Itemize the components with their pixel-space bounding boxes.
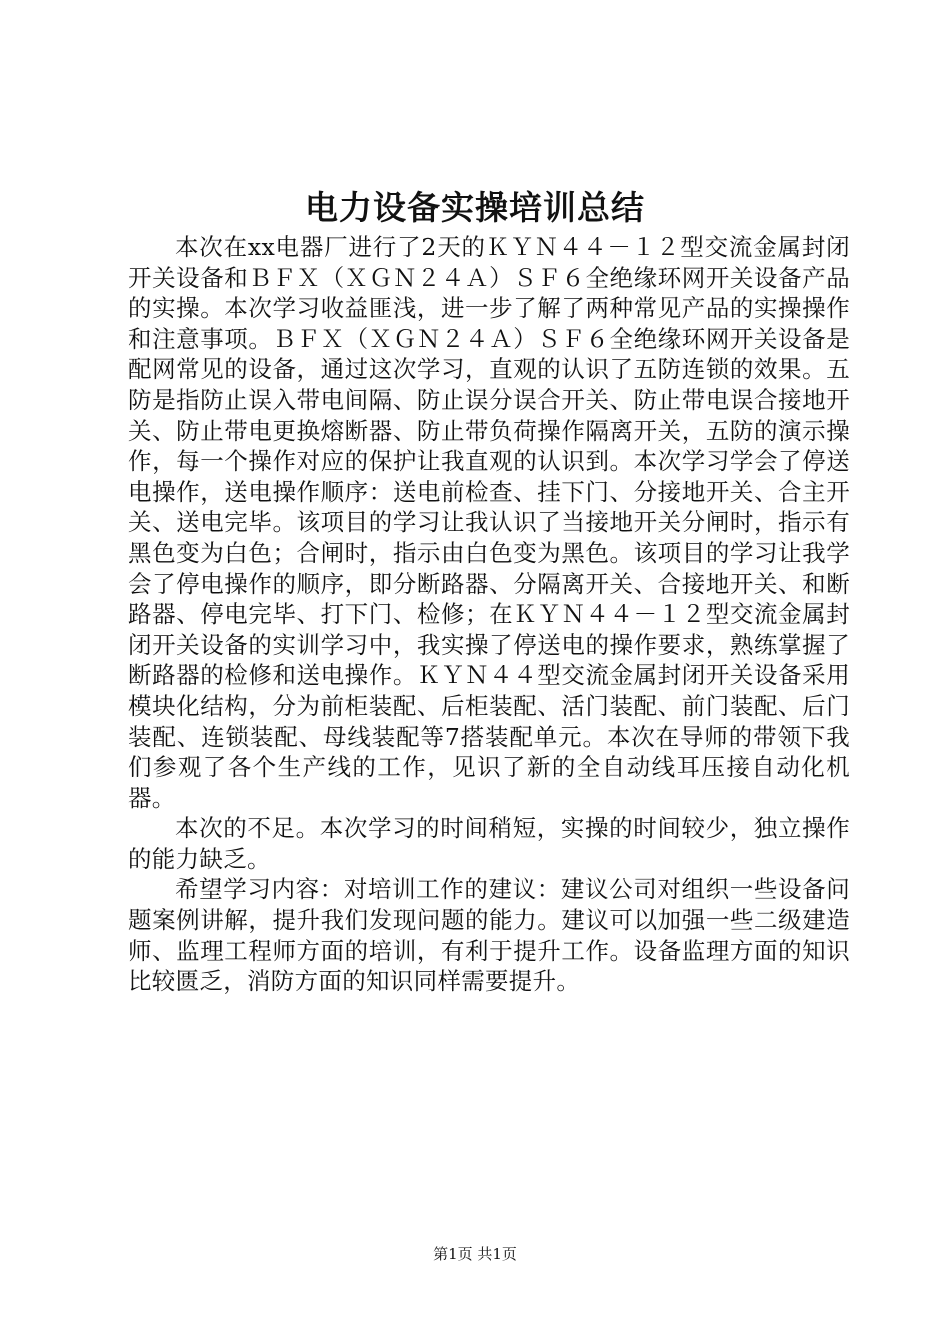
paragraph-experience: 本次在xx电器厂进行了2天的ＫＹＮ４４－１２型交流金属封闭开关设备和ＢＦＸ（ＸＧＮ２４Ａ）ＳＦ６全绝缘环网开关设备产品的实操。本次学习收益匪浅，进一步了解了两种常见产品的实操操作和注意事项。ＢＦＸ（ＸＧＮ２４Ａ）ＳＦ６全绝缘环网开关设备是配网常见的设备，通过这次学习，直观的认识了五防连锁的效果。五防是指防止误入带电间隔、防止误分误合开关、防止带电误合接地开关、防止带电更换熔断器、防止带负荷操作隔离开关，五防的演示操作，每一个操作对应的保护让我直观的认识到。本次学习学会了停送电操作，送电操作顺序：送电前检查、挂下门、分接地开关、合主开关、送电完毕。该项目的学习让我认识了当接地开关分闸时，指示有黑色变为白色；合闸时，指示由白色变为黑色。该项目的学习让我学会了停电操作的顺序，即分断路器、分隔离开关、合接地开关、和断路器、停电完毕、打下门、检修；在ＫＹＮ４４－１２型交流金属封闭开关设备的实训学习中，我实操了停送电的操作要求，熟练掌握了断路器的检修和送电操作。ＫＹＮ４４型交流金属封闭开关设备采用模块化结构，分为前柜装配、后柜装配、活门装配、前门装配、后门装配、连锁装配、母线装配等7搭装配单元。本次在导师的带领下我们参观了各个生产线的工作，见识了新的全自动线耳压接自动化机器。 bbox=[128, 233, 850, 812]
page-footer: 第1页 共1页 bbox=[433, 1245, 517, 1263]
document-body bbox=[128, 232, 850, 997]
document-title: 电力设备实操培训总结 bbox=[305, 188, 645, 227]
paragraph-suggestions: 希望学习内容：对培训工作的建议：建议公司对组织一些设备问题案例讲解，提升我们发现问题的能力。建议可以加强一些二级建造师、监理工程师方面的培训，有利于提升工作。设备监理方面的知识比较匮乏，消防方面的知识同样需要提升。 bbox=[128, 875, 850, 996]
paragraph-shortcomings: 本次的不足。本次学习的时间稍短，实操的时间较少，独立操作的能力缺乏。 bbox=[128, 814, 850, 873]
